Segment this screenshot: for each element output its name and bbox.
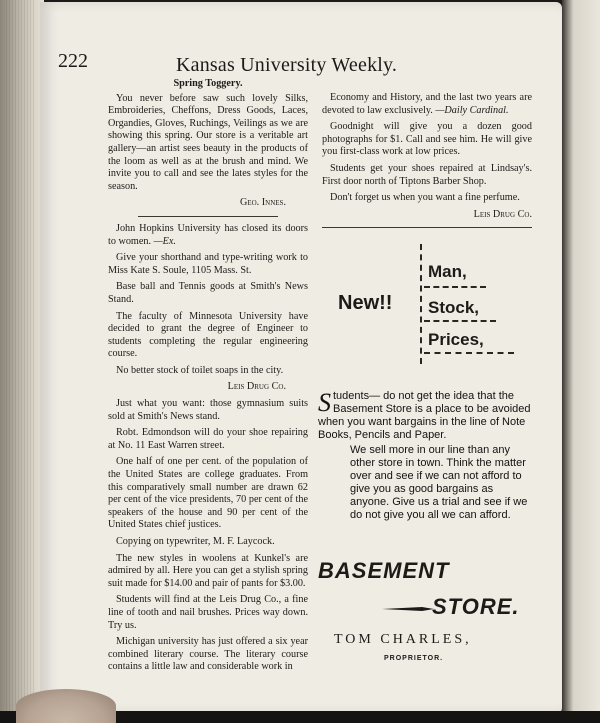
advert-word-man: Man, — [428, 262, 467, 281]
advert-word-prices: Prices, — [428, 330, 484, 349]
continued-item: Economy and History, and the last two years are devoted to law exclusively. —Daily Cardinal. — [322, 92, 532, 116]
book-page-edges — [0, 0, 44, 723]
graduates-item: One half of one per cent. of the population of the United States are college graduates. From this comparatively small number are drawn 62 per cent of the vice presidents, 70 per cent of the speakers of the house and 90 per cent of the United States chief justices. — [108, 456, 308, 531]
page-number: 222 — [58, 50, 88, 72]
goodnight-item: Goodnight will give you a dozen good photographs for $1. Call and see him. He will give you first-class work at low prices. — [322, 121, 532, 158]
advert-dropcap: S — [318, 388, 331, 417]
advert-dashed-line — [420, 244, 422, 364]
right-column — [322, 92, 532, 234]
running-title: Kansas University Weekly. — [176, 54, 398, 76]
soaps-item: No better stock of toilet soaps in the city. — [116, 364, 284, 376]
spring-toggery-text: You never before saw such lovely Silks, Embroideries, Cheffons, Dress Goods, Laces, Organdies, Gloves, Ruchings, Veilings as we are showing this spring. Our store is a veritable art gallery—an artist sees beauty in the products of the loom as well as at the brush and mind. We invite you to call and see the lates styles for the season. — [108, 92, 308, 192]
thumb-holding-page — [16, 689, 116, 723]
shorthand-item: Give your shorthand and type-writing work to Miss Kate S. Soule, 1105 Mass. St. — [108, 252, 308, 276]
next-page-edge — [562, 0, 600, 723]
basement-wordmark: BASEMENT — [318, 558, 450, 583]
pointing-hand-icon — [382, 604, 434, 614]
advert-dash-2 — [424, 320, 496, 322]
shoes-item: Students get your shoes repaired at Lindsay's. First door north of Tiptons Barber Shop. — [322, 162, 532, 187]
minnesota-item: The faculty of Minnesota University have decided to grant the degree of Engineer to students completing the regular engineering course. — [108, 310, 308, 360]
woolens-item: The new styles in woolens at Kunkel's are admired by all. Here you can get a stylish spring suit made for $14.00 and pair of pants for $3.00. — [108, 552, 308, 589]
leis-signature: Leis Drug Co. — [227, 381, 286, 393]
advert-new-label: New!! — [338, 292, 393, 314]
divider-rule — [138, 216, 278, 217]
page-header — [58, 44, 498, 80]
leis-signature-2: Leis Drug Co. — [473, 208, 532, 220]
store-wordmark: STORE. — [432, 594, 520, 619]
innes-signature: Geo. Innes. — [239, 197, 286, 209]
gymnasium-item: Just what you want: those gymnasium suits sold at Smith's News stand. — [108, 398, 308, 422]
advert-paragraph-1: Students— do not get the idea that the Basement Store is a place to be avoided when you want bargains in the line of Note Books, Pencils and Paper. — [318, 388, 531, 441]
advert-paragraph-2: We sell more in our line than any other store in town. Think the matter over and see if we can not afford to give you as good bargains as anyone. Give us a trial and see if we do not give you all we can afford. — [350, 444, 528, 521]
owner-title: PROPRIETOR. — [384, 655, 444, 662]
spring-toggery-heading: Spring Toggery. — [173, 78, 243, 89]
left-column — [108, 78, 308, 678]
owner-name: TOM CHARLES, — [334, 632, 472, 647]
brushes-item: Students will find at the Leis Drug Co., a fine line of tooth and nail brushes. Prices way down. Try us. — [108, 594, 308, 631]
basement-store-advert — [318, 390, 532, 522]
edmondson-item: Robt. Edmondson will do your shoe repairing at No. 11 East Warren street. — [108, 427, 308, 451]
advert-dash-3 — [424, 352, 514, 354]
michigan-item: Michigan university has just offered a six year combined literary course. The literary course contains a little law and considerable work in — [108, 636, 308, 673]
advert-word-stock: Stock, — [428, 298, 480, 317]
hopkins-item: John Hopkins University has closed its doors to women. —Ex. — [108, 222, 308, 247]
baseball-item: Base ball and Tennis goods at Smith's News Stand. — [108, 281, 308, 305]
perfume-item: Don't forget us when you want a fine perfume. — [330, 192, 520, 204]
advert-dash-1 — [424, 286, 486, 288]
divider-rule-right — [322, 227, 532, 228]
copying-item: Copying on typewriter, M. F. Laycock. — [116, 536, 275, 547]
